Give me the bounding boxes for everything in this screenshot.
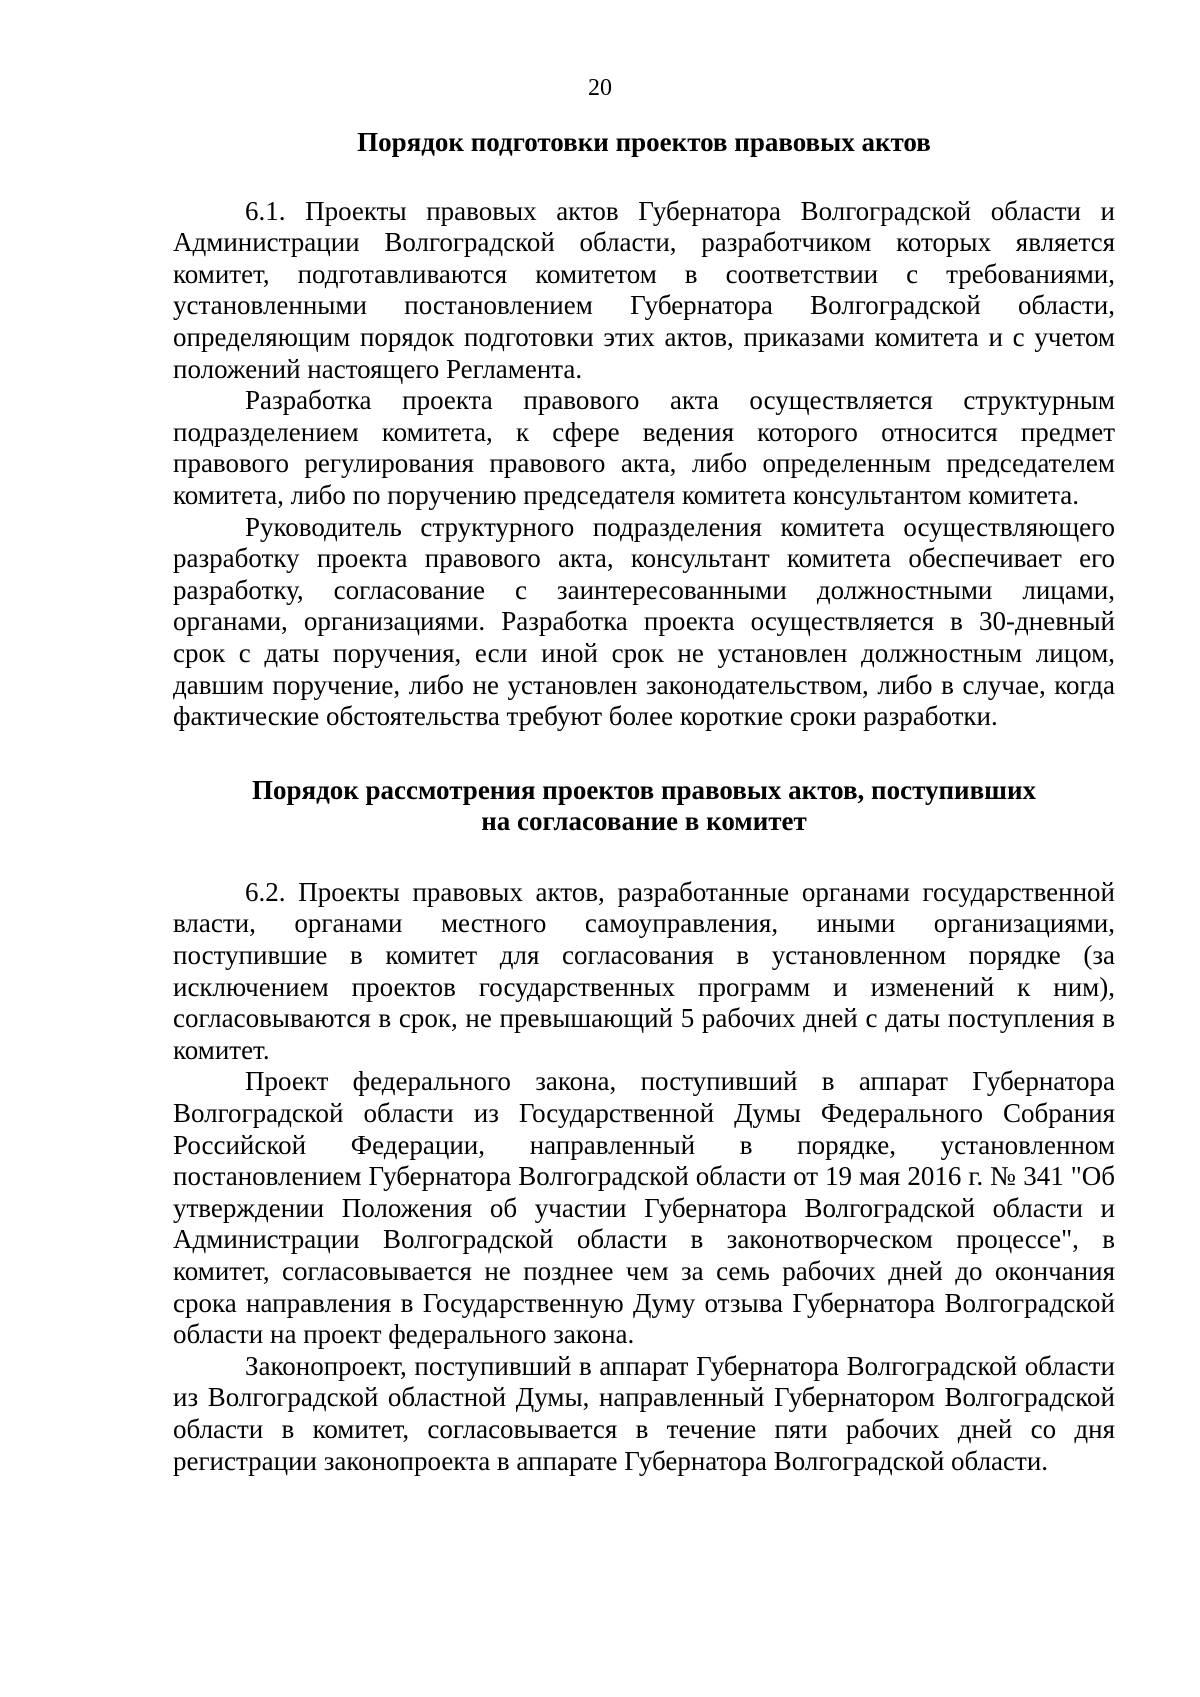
paragraph-6-1: 6.1. Проекты правовых актов Губернатора Волгоградской области и Администрации Волгоградской области, разработчиком которых является комитет, подготавливаются комитетом в соответствии с требованиями, установленными постановлением Губернатора Волгоградской области, определяющим порядок подготовки этих актов, приказами комитета и с учетом положений настоящего Регламента. [173, 195, 1115, 384]
section-heading-review-line-1: Порядок рассмотрения проектов правовых актов, поступивших [251, 774, 1037, 805]
section-heading-review [173, 775, 1115, 838]
paragraph-federal-law: Проект федерального закона, поступивший в аппарат Губернатора Волгоградской области из Государственной Думы Федерального Собрания Российской Федерации, направленный в порядке, установленном постановлением Губернатора Волгоградской области от 19 мая 2016 г. № 341 "Об утверждении Положения об участии Губернатора Волгоградской области и Администрации Волгоградской области в законотворческом процессе", в комитет, согласовывается не позднее чем за семь рабочих дней до окончания срока направления в Государственную Думу отзыва Губернатора Волгоградской области на проект федерального закона. [173, 1066, 1115, 1350]
section-heading-preparation: Порядок подготовки проектов правовых актов [357, 127, 931, 157]
section-heading-review-line-2: на согласование в комитет [481, 806, 807, 837]
paragraph-6-2: 6.2. Проекты правовых актов, разработанные органами государственной власти, органами местного самоуправления, иными организациями, поступившие в комитет для согласования в установленном порядке (за исключением проектов государственных программ и изменений к ним), согласовываются в срок, не превышающий 5 рабочих дней с даты поступления в комитет. [173, 876, 1115, 1065]
page-number: 20 [588, 75, 612, 101]
paragraph-regional-bill: Законопроект, поступивший в аппарат Губернатора Волгоградской области из Волгоградской областной Думы, направленный Губернатором Волгоградской области в комитет, согласовывается в течение пяти рабочих дней со дня регистрации законопроекта в аппарате Губернатора Волгоградской области. [173, 1350, 1115, 1476]
document-body [173, 127, 1115, 1477]
paragraph-head-of-unit: Руководитель структурного подразделения комитета осуществляющего разработку проекта правового акта, консультант комитета обеспечивает его разработку, согласование с заинтересованными должностными лицами, органами, организациями. Разработка проекта осуществляется в 30-дневный срок с даты поручения, если иной срок не установлен должностным лицом, давшим поручение, либо не установлен законодательством, либо в случае, когда фактические обстоятельства требуют более короткие сроки разработки. [173, 511, 1115, 732]
paragraph-development: Разработка проекта правового акта осуществляется структурным подразделением комитета, к сфере ведения которого относится предмет правового регулирования правового акта, либо определенным председателем комитета, либо по поручению председателя комитета консультантом комитета. [173, 385, 1115, 510]
